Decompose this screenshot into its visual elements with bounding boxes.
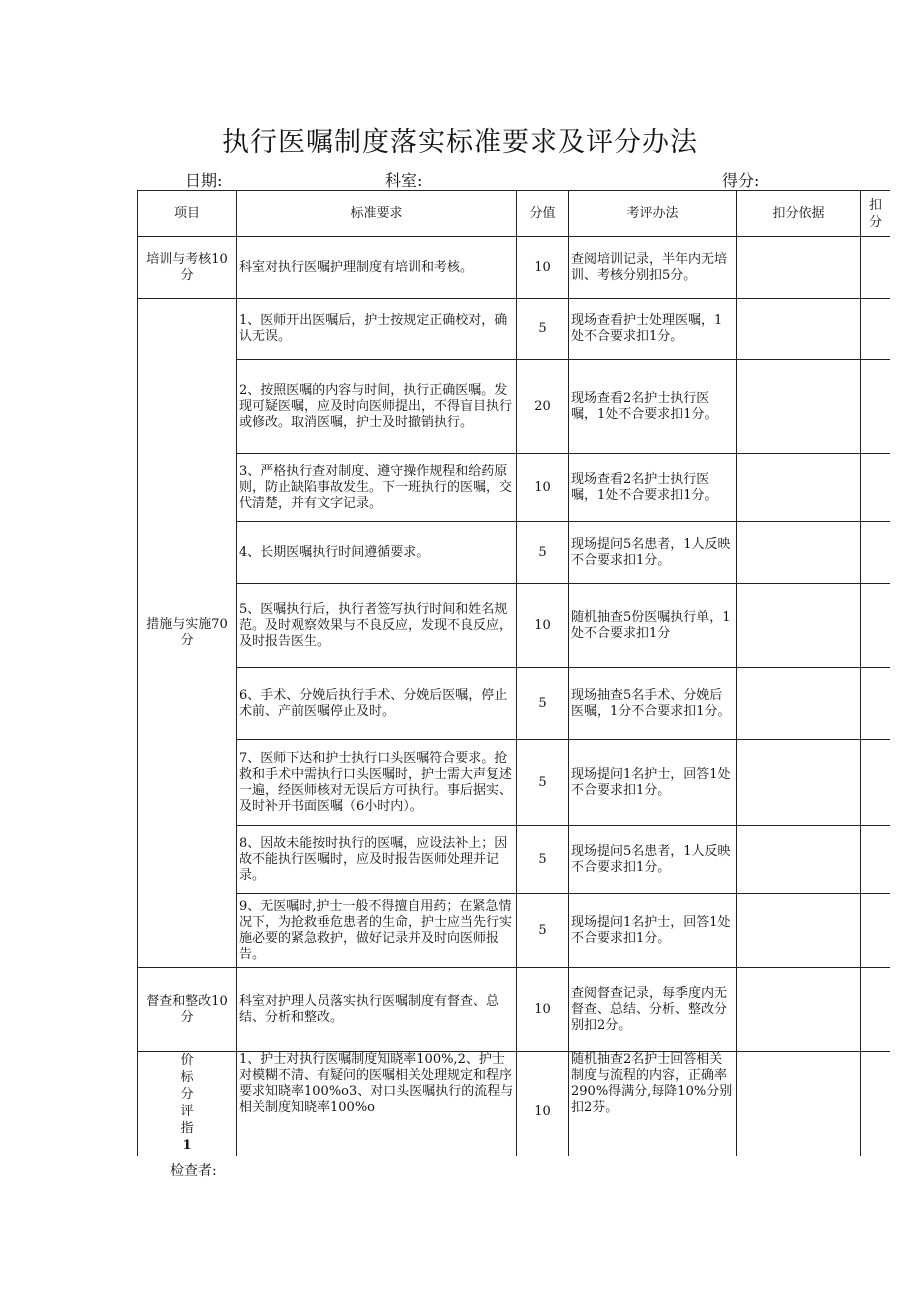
deduction-basis-cell [737,968,861,1052]
column-header-score: 分值 [517,191,569,237]
deduction-basis-cell [737,894,861,968]
column-header-requirement: 标准要求 [237,191,517,237]
method-cell: 随机抽查2名护士回答相关制度与流程的内容，正确率290%得满分,每降10%分别扣2芬。 [569,1052,737,1157]
score-cell: 5 [517,299,569,360]
table-row [138,668,891,740]
requirement-cell: 9、无医嘱时,护士一般不得擅自用药；在紧急情况下，为抢救垂危患者的生命，护士应当先行实施必要的紧急救护，做好记录并及时向医师报告。 [237,894,517,968]
table-row [138,968,891,1052]
column-header-deduction-basis: 扣分依据 [737,191,861,237]
method-cell: 随机抽查5份医嘱执行单，1处不合要求扣1分 [569,584,737,668]
deduction-basis-cell [737,826,861,894]
table-row [138,299,891,360]
method-cell: 现场查看2名护士执行医嘱，1处不合要求扣1分。 [569,360,737,454]
page-title: 执行医嘱制度落实标准要求及评分办法 [222,127,698,158]
score-cell: 10 [517,584,569,668]
deduction-basis-cell [737,299,861,360]
deduction-basis-cell [737,740,861,826]
method-cell: 查阅培训记录，半年内无培训、考核分别扣5分。 [569,237,737,299]
method-cell: 现场提问1名护士，回答1处不合要求扣1分。 [569,740,737,826]
category-evaluation: 价 标 分 评 指 1 [138,1052,237,1157]
category-training: 培训与考核10分 [138,237,237,299]
method-cell: 现场提问5名患者，1人反映不合要求扣1分。 [569,522,737,584]
score-cell: 10 [517,454,569,522]
score-cell: 10 [517,237,569,299]
table-header-row [138,191,891,237]
table-row [138,584,891,668]
score-cell: 5 [517,522,569,584]
score-cell: 5 [517,668,569,740]
score-cell: 10 [517,968,569,1052]
deduction-cell [861,668,891,740]
score-cell: 20 [517,360,569,454]
column-header-method: 考评办法 [569,191,737,237]
deduction-basis-cell [737,584,861,668]
table-row [138,454,891,522]
deduction-cell [861,360,891,454]
column-header-item: 项目 [138,191,237,237]
deduction-cell [861,1052,891,1157]
deduction-basis-cell [737,237,861,299]
checker-label: 检查者: [170,1163,217,1179]
date-label: 日期: [185,171,223,190]
deduction-cell [861,522,891,584]
department-label: 科室: [385,171,423,190]
deduction-cell [861,237,891,299]
requirement-cell: 7、医师下达和护士执行口头医嘱符合要求。抢救和手术中需执行口头医嘱时，护士需大声复述一遍，经医师核对无误后方可执行。事后据实、及时补开书面医嘱（6小时内）。 [237,740,517,826]
deduction-basis-cell [737,522,861,584]
method-cell: 现场查看护士处理医嘱，1处不合要求扣1分。 [569,299,737,360]
category-supervision: 督查和整改10分 [138,968,237,1052]
method-cell: 现场提问5名患者，1人反映不合要求扣1分。 [569,826,737,894]
deduction-cell [861,740,891,826]
requirement-cell: 4、长期医嘱执行时间遵循要求。 [237,522,517,584]
requirement-cell: 科室对执行医嘱护理制度有培训和考核。 [237,237,517,299]
deduction-basis-cell [737,1052,861,1157]
table-row [138,237,891,299]
requirement-cell: 2、按照医嘱的内容与时间，执行正确医嘱。发现可疑医嘱，应及时向医师提出，不得盲目执行或修改。取消医嘱，护士及时撤销执行。 [237,360,517,454]
deduction-basis-cell [737,668,861,740]
deduction-cell [861,584,891,668]
requirement-cell: 8、因故未能按时执行的医嘱，应设法补上；因故不能执行医嘱时，应及时报告医师处理并记录。 [237,826,517,894]
requirement-cell: 科室对护理人员落实执行医嘱制度有督查、总结、分析和整改。 [237,968,517,1052]
requirement-cell: 6、手术、分娩后执行手术、分娩后医嘱，停止术前、产前医嘱停止及时。 [237,668,517,740]
table-row [138,522,891,584]
score-cell: 5 [517,894,569,968]
deduction-cell [861,299,891,360]
requirement-cell: 1、医师开出医嘱后，护士按规定正确校对，确认无误。 [237,299,517,360]
table-row [138,740,891,826]
table-row [138,360,891,454]
score-cell: 5 [517,740,569,826]
score-cell: 5 [517,826,569,894]
deduction-cell [861,968,891,1052]
method-cell: 现场抽查5名手术、分娩后医嘱，1分不合要求扣1分。 [569,668,737,740]
deduction-basis-cell [737,360,861,454]
method-cell: 查阅督查记录，每季度内无督查、总结、分析、整改分别扣2分。 [569,968,737,1052]
deduction-cell [861,894,891,968]
table-row [138,894,891,968]
score-cell: 10 [517,1052,569,1157]
category-measures: 措施与实施70分 [138,299,237,968]
table-row [138,1052,891,1157]
column-header-deduction: 扣分 [861,191,891,237]
requirement-cell: 5、医嘱执行后，执行者签写执行时间和姓名规范。及时观察效果与不良反应，发现不良反应，及时报告医生。 [237,584,517,668]
scoring-table [137,190,890,1156]
requirement-cell: 1、护士对执行医嘱制度知晓率100%,2、护士对模糊不清、有疑问的医嘱相关处理规定和程序要求知晓率100%o3、对口头医嘱执行的流程与相关制度知晓率100%o [237,1052,517,1157]
deduction-cell [861,454,891,522]
score-label: 得分: [722,171,760,190]
requirement-cell: 3、严格执行查对制度、遵守操作规程和给药原则，防止缺陷事故发生。下一班执行的医嘱，交代清楚，并有文字记录。 [237,454,517,522]
deduction-cell [861,826,891,894]
method-cell: 现场查看2名护士执行医嘱，1处不合要求扣1分。 [569,454,737,522]
deduction-basis-cell [737,454,861,522]
method-cell: 现场提问1名护士，回答1处不合要求扣1分。 [569,894,737,968]
table-row [138,826,891,894]
